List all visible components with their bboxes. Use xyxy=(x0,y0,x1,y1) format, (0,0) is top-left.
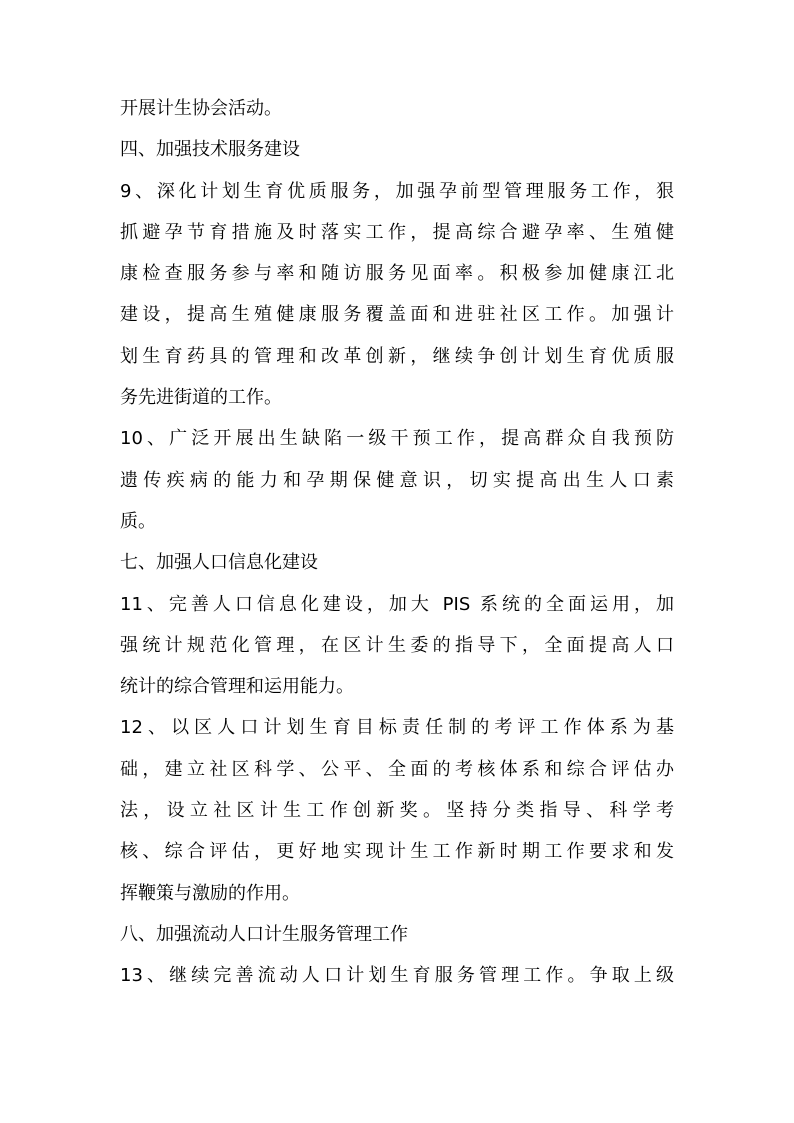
text-line: 强统计规范化管理，在区计生委的指导下，全面提高人口 xyxy=(120,634,674,656)
text-line: 务先进街道的工作。 xyxy=(120,387,282,409)
text-line: 法，设立社区计生工作创新奖。坚持分类指导、科学考 xyxy=(120,800,674,822)
text-line: 挥鞭策与激励的作用。 xyxy=(120,882,300,904)
text-line: 建设，提高生殖健康服务覆盖面和进驻社区工作。加强计 xyxy=(120,304,674,326)
text-line: 核、综合评估，更好地实现计生工作新时期工作要求和发 xyxy=(120,841,674,863)
text-line: 12、以区人口计划生育目标责任制的考评工作体系为基 xyxy=(120,717,674,739)
text-line: 抓避孕节育措施及时落实工作，提高综合避孕率、生殖健 xyxy=(120,221,674,243)
text-line: 9、深化计划生育优质服务，加强孕前型管理服务工作，狠 xyxy=(120,180,674,202)
text-line: 遗传疾病的能力和孕期保健意识，切实提高出生人口素 xyxy=(120,469,674,491)
document-body xyxy=(120,88,674,997)
text-line: 康检查服务参与率和随访服务见面率。积极参加健康江北 xyxy=(120,263,674,285)
text-line: 八、加强流动人口计生服务管理工作 xyxy=(120,923,408,945)
text-line: 统计的综合管理和运用能力。 xyxy=(120,676,354,698)
text-line: 础，建立社区科学、公平、全面的考核体系和综合评估办 xyxy=(120,758,674,780)
text-line: 13、继续完善流动人口计划生育服务管理工作。争取上级 xyxy=(120,965,674,987)
text-line: 10、广泛开展出生缺陷一级干预工作，提高群众自我预防 xyxy=(120,428,674,450)
text-line: 开展计生协会活动。 xyxy=(120,98,282,119)
text-line: 质。 xyxy=(120,510,156,532)
text-line: 四、加强技术服务建设 xyxy=(120,139,300,161)
text-line: 划生育药具的管理和改革创新，继续争创计划生育优质服 xyxy=(120,345,674,367)
text-line: 11、完善人口信息化建设，加大 PIS 系统的全面运用，加 xyxy=(120,593,674,615)
text-line: 七、加强人口信息化建设 xyxy=(120,552,318,574)
